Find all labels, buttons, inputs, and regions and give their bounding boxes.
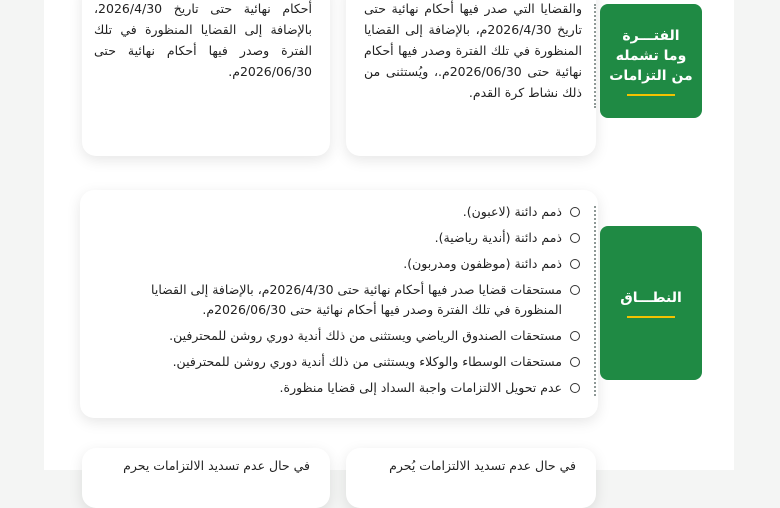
- scope-item-text: مستحقات الصندوق الرياضي ويستثنى من ذلك أندية دوري روشن للمحترفين.: [169, 328, 562, 343]
- period-label-line-1: الفتـــرة: [622, 28, 680, 44]
- period-label-line-3: من التزامات: [609, 68, 693, 84]
- scope-list: [112, 202, 580, 404]
- scope-item: [112, 254, 580, 274]
- scope-item-text: مستحقات قضايا صدر فيها أحكام نهائية حتى 2026/4/30م، بالإضافة إلى القضايا المنظورة في تلك الفترة وصدر فيها أحكام نهائية حتى 2026/06/30م.: [151, 282, 562, 317]
- bottom-card-right: [346, 448, 596, 508]
- period-card-left: [82, 0, 330, 156]
- scope-label-text: النطـــاق: [620, 290, 682, 306]
- period-label-underline: [627, 94, 675, 96]
- bullet-circle-icon: [570, 233, 580, 243]
- period-label-line-2: وما تشمله: [615, 48, 687, 64]
- scope-connector: [592, 206, 596, 396]
- scope-item-text: عدم تحويل الالتزامات واجبة السداد إلى قضايا منظورة.: [279, 380, 562, 395]
- bullet-circle-icon: [570, 285, 580, 295]
- bullet-circle-icon: [570, 259, 580, 269]
- scope-item: [112, 228, 580, 248]
- period-card-right: [346, 0, 596, 156]
- scope-item: [112, 378, 580, 398]
- bullet-circle-icon: [570, 331, 580, 341]
- scope-item: [112, 352, 580, 372]
- bottom-card-right-text: في حال عدم تسديد الالتزامات يُحرم: [389, 458, 576, 473]
- scope-item-text: ذمم دائنة (موظفون ومدربون).: [403, 256, 562, 271]
- period-card-left-text: أحكام نهائية حتى تاريخ 2026/4/30، بالإضافة إلى القضايا المنظورة في تلك الفترة وصدر فيها أحكام نهائية حتى 2026/06/30م.: [94, 1, 312, 79]
- scope-item: [112, 326, 580, 346]
- bottom-card-left-text: في حال عدم تسديد الالتزامات يحرم: [123, 458, 310, 473]
- bullet-circle-icon: [570, 383, 580, 393]
- bullet-circle-icon: [570, 357, 580, 367]
- scope-item: [112, 280, 580, 320]
- scope-item: [112, 202, 580, 222]
- period-connector: [592, 4, 596, 108]
- bullet-circle-icon: [570, 207, 580, 217]
- scope-label-underline: [627, 316, 675, 318]
- scope-item-text: ذمم دائنة (لاعبون).: [462, 204, 562, 219]
- period-label: [600, 4, 702, 118]
- scope-item-text: مستحقات الوسطاء والوكلاء ويستثنى من ذلك أندية دوري روشن للمحترفين.: [172, 354, 562, 369]
- period-card-right-text: والقضايا التي صدر فيها أحكام نهائية حتى تاريخ 2026/4/30م، بالإضافة إلى القضايا المنظورة في تلك الفترة وصدر فيها أحكام نهائية حتى 2026/06/30م.، ويُستثنى من ذلك نشاط كرة القدم.: [364, 1, 582, 100]
- page-sheet: [44, 0, 734, 473]
- scope-label: [600, 226, 702, 380]
- bottom-card-left: [82, 448, 330, 508]
- scope-item-text: ذمم دائنة (أندية رياضية).: [434, 230, 562, 245]
- scope-card: [80, 190, 598, 418]
